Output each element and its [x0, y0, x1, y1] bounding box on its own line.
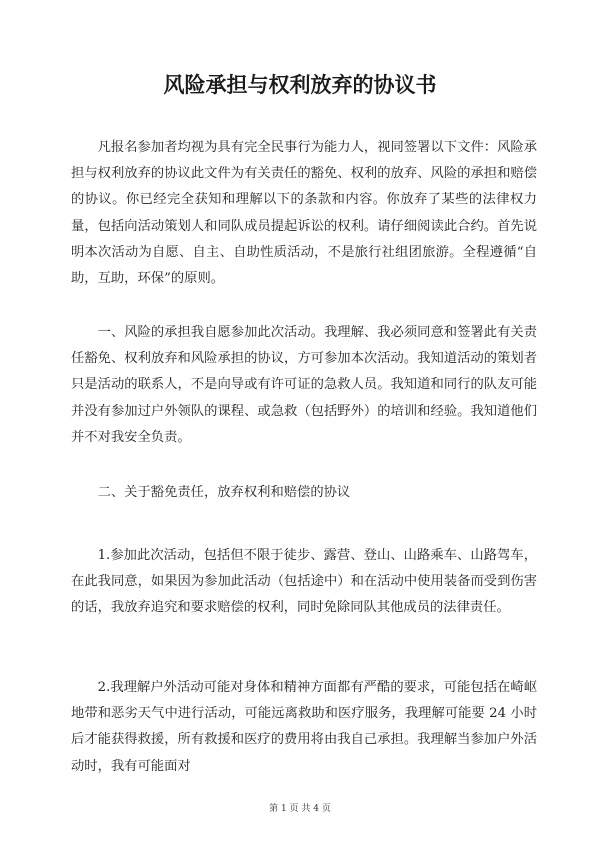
paragraph-section-two-heading: 二、关于豁免责任，放弃权利和赔偿的协议 [97, 485, 351, 500]
paragraph-risk-assumption: 一、风险的承担我自愿参加此次活动。我理解、我必须同意和签署此有关责任豁免、权利放弃和风险承担的协议，方可参加本次活动。我知道活动的策划者只是活动的联系人，不是向导或有许可证的急救人员。我知道和同行的队友可能并没有参加过户外领队的课程、或急救（包括野外）的培训和经验。我知道他们并不对我安全负责。 [71, 325, 537, 445]
page-footer [0, 803, 600, 815]
paragraph-clause-1: 1.参加此次活动，包括但不限于徒步、露营、登山、山路乘车、山路驾车，在此我同意，如果因为参加此活动（包括途中）和在活动中使用装备而受到伤害的话，我放弃追究和要求赔偿的权利，同时免除同队其他成员的法律责任。 [71, 548, 537, 616]
page-number-label: 第 1 页 共 4 页 [269, 804, 331, 814]
paragraph-intro: 凡报名参加者均视为具有完全民事行为能力人，视同签署以下文件：风险承担与权利放弃的协议此文件为有关责任的豁免、权利的放弃、风险的承担和赔偿的协议。你已经完全获知和理解以下的条款和内容。你放弃了某些的法律权力量，包括向活动策划人和同队成员提起诉讼的权利。请仔细阅读此合约。首先说明本次活动为自愿、自主、自助性质活动，不是旅行社组团旅游。全程遵循“自助，互助，环保”的原则。 [71, 140, 537, 287]
paragraph-clause-2: 2.我理解户外活动可能对身体和精神方面都有严酷的要求，可能包括在崎岖地带和恶劣天气中进行活动，可能远离救助和医疗服务，我理解可能要 24 小时后才能获得救援，所有救援和医疗的费用将由我自己承担。我理解当参加户外活动时，我有可能面对 [71, 680, 537, 774]
document-title: 风险承担与权利放弃的协议书 [163, 72, 437, 97]
